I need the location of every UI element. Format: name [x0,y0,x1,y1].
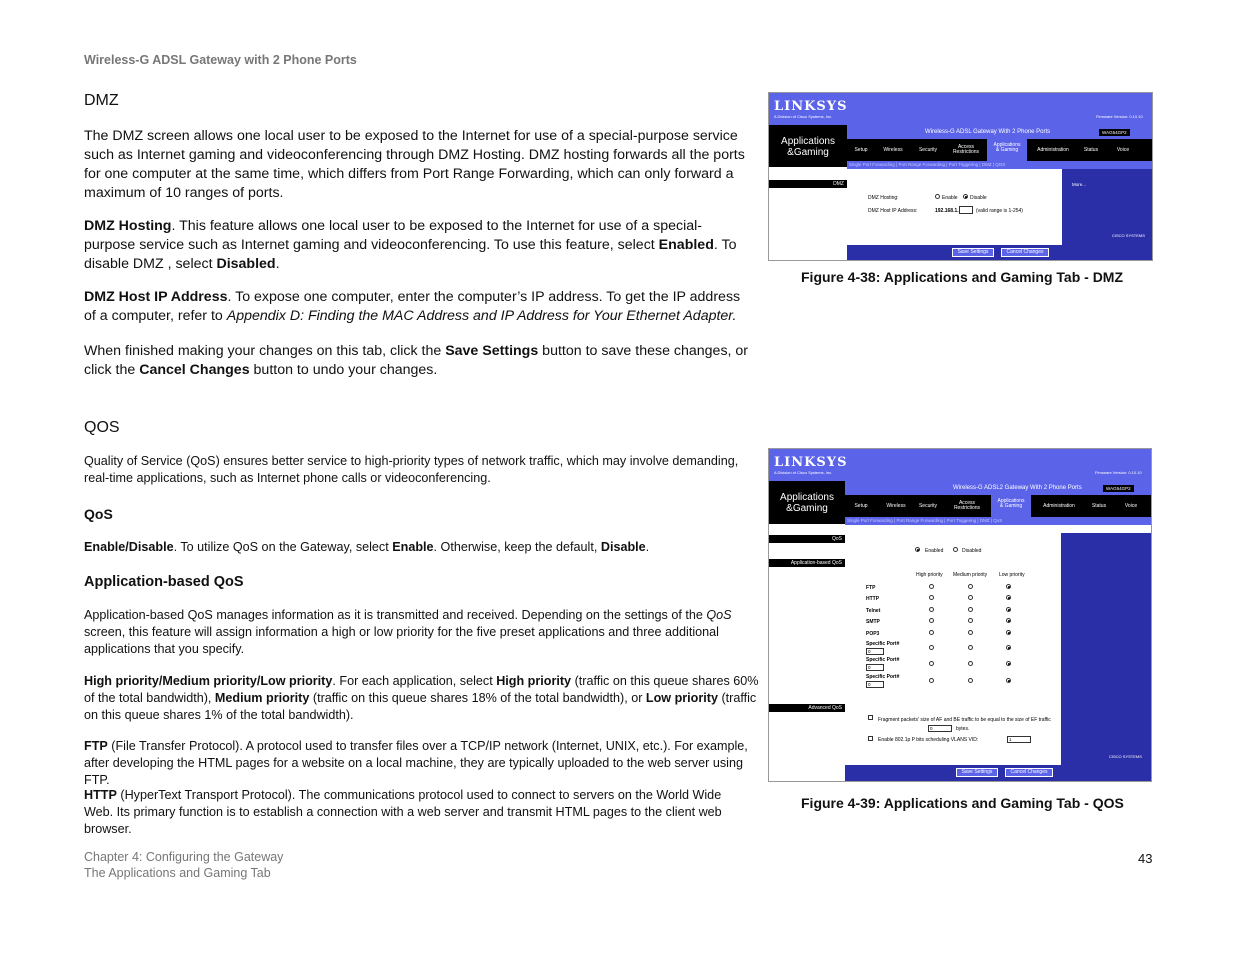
enable-radio[interactable] [935,194,940,199]
fragment-label: Fragment packets' size of AF and BE traffic to be equal to the size of EF traffic [878,717,1051,723]
figure-39-caption: Figure 4-39: Applications and Gaming Tab - QOS [801,795,1124,811]
priority-paragraph [84,673,759,724]
dmz-finish-text-3: button to undo your changes. [249,362,438,378]
qos-enable-word: Enable [392,540,434,554]
firmware-version: Firmware Version: 0.10.10 [1096,114,1143,119]
ftp-low-radio[interactable] [1006,584,1011,589]
nav-setup[interactable]: Setup [854,503,868,509]
main-nav [847,139,1152,161]
app-qos-subheading: Application-based QoS [84,574,244,590]
pop3-low-radio[interactable] [1006,630,1011,635]
vlan-vid-input[interactable]: 1 [1007,736,1031,743]
dmz-hosting-text: . This feature allows one local user to be exposed to the Internet for use of a special-purpose service such as Internet gaming and videoconferencing. To use this feature, select [84,218,702,253]
ftp-term: FTP [84,739,108,753]
pop3-high-radio[interactable] [929,630,934,635]
qos-disabled-label: Disabled [962,548,982,554]
http-text: (HyperText Transport Protocol). The communications protocol used to connect to servers on the World Wide Web. Its primary function is to establish a connection with a web server and transmit HTML pages to the client web browser. [84,788,722,836]
section-title: Applications &Gaming [781,136,835,158]
port2-medium-radio[interactable] [968,661,973,666]
footer-section: The Applications and Gaming Tab [84,866,271,880]
model-number: WAG54GP2 [1099,129,1130,136]
col-low-header: Low priority [999,572,1025,578]
app-ftp-label: FTP [866,585,876,591]
app-qos-left-label: Application-based QoS [769,559,845,567]
http-term: HTTP [84,788,117,802]
nav-security[interactable]: Security [918,147,938,153]
dmz-hostip-paragraph [84,288,744,326]
dmz-left-label: DMZ [769,180,847,188]
nav-access-restrictions[interactable]: Access Restrictions [952,144,980,155]
host-ip-input[interactable] [959,206,973,214]
app-http-label: HTTP [866,596,880,602]
qos-disabled-radio[interactable] [953,547,958,552]
smtp-medium-radio[interactable] [968,618,973,623]
specific-port-2-input[interactable]: 0 [866,664,884,671]
qos-enable-text: . To utilize QoS on the Gateway, select [173,540,393,554]
port2-low-radio[interactable] [1006,661,1011,666]
http-high-radio[interactable] [929,595,934,600]
product-bar [847,125,1152,139]
model-number: WAG54GP2 [1103,485,1134,492]
qos-screenshot [768,448,1152,782]
disable-radio[interactable] [963,194,968,199]
qos-enable-text-3: . [645,540,650,554]
vlan-label: Enable 802.1p P bits scheduling VLANS VID: [878,737,979,743]
qos-enabled-radio[interactable] [915,547,920,552]
linksys-logo: LINKSYS [774,455,848,470]
port3-medium-radio[interactable] [968,678,973,683]
col-high-header: High priority [916,572,943,578]
cancel-changes-button[interactable]: Cancel Changes [1001,248,1049,257]
priority-text: . For each application, select [332,674,497,688]
qos-heading: QOS [84,419,120,436]
http-low-radio[interactable] [1006,595,1011,600]
sub-nav[interactable]: Single Port Forwarding | Port Range Forwarding | Port Triggering | DMZ | QOS [847,161,1152,169]
dmz-hosting-label: DMZ Hosting: [868,195,899,201]
priority-text-4: (traffic on this queue shares 1% of the total bandwidth). [84,691,757,722]
nav-setup[interactable]: Setup [854,147,868,153]
footer-chapter: Chapter 4: Configuring the Gateway [84,850,284,864]
dmz-hostip-reference: Appendix D: Finding the MAC Address and IP Address for Your Ethernet Adapter. [226,308,737,324]
button-bar [847,245,1152,260]
ip-prefix: 192.168.1. [935,208,959,214]
vlan-checkbox[interactable] [868,736,873,741]
priority-term: High priority/Medium priority/Low priority [84,674,333,688]
dmz-hosting-text-2: . To disable DMZ , select [84,237,737,272]
dmz-hosting-paragraph [84,217,744,274]
specific-port-2-label: Specific Port# [866,657,900,663]
app-telnet-label: Telnet [866,608,881,614]
save-settings-button[interactable]: Save Settings [952,248,994,257]
dmz-finish-paragraph [84,342,759,380]
fragment-size-input[interactable]: 0 [928,725,952,732]
cisco-logo: CISCO SYSTEMS [1109,754,1142,759]
fragment-checkbox[interactable] [868,715,873,720]
dmz-heading: DMZ [84,92,119,109]
priority-high: High priority [496,674,572,688]
qos-intro: Quality of Service (QoS) ensures better service to high-priority types of network traffic, which may involve demanding, real-time applications, such as Internet phone calls or videoconferencing. [84,454,739,485]
port1-low-radio[interactable] [1006,645,1011,650]
qos-disable-word: Disable [600,540,646,554]
app-smtp-label: SMTP [866,619,880,625]
dmz-hosting-disabled: Disabled [216,256,276,272]
http-paragraph [84,787,749,838]
specific-port-3-input[interactable]: 0 [866,681,884,688]
nav-applications-gaming[interactable]: Applications & Gaming [987,139,1027,161]
ftp-high-radio[interactable] [929,584,934,589]
product-bar [845,481,1151,495]
specific-port-3-label: Specific Port# [866,674,900,680]
dmz-intro: The DMZ screen allows one local user to be exposed to the Internet for use of a special-purpose service such as Internet gaming and videoconferencing through DMZ Hosting. DMZ hosting forwards all the ports for one computer at the same time, which differs from Port Range Forwarding, which can only forward a maximum of 10 ranges of ports. [84,128,745,201]
nav-status[interactable]: Status [1083,147,1099,153]
nav-administration[interactable]: Administration [1043,503,1075,509]
qos-enable-paragraph [84,539,754,556]
fragment-unit: bytes. [956,726,970,732]
dmz-hostip-text: . To expose one computer, enter the computer’s IP address. To get the IP address of a computer, refer to [84,289,741,324]
qos-subheading: QoS [84,506,113,522]
ftp-medium-radio[interactable] [968,584,973,589]
qos-enabled-label: Enabled [925,548,944,554]
dmz-screenshot [768,92,1153,261]
product-name: Wireless-G ADSL2 Gateway With 2 Phone Ports [953,485,1082,491]
qos-enable-text-2: . Otherwise, keep the default, [433,540,601,554]
enable-label: Enable [942,195,958,201]
pop3-medium-radio[interactable] [968,630,973,635]
dmz-hostip-term: DMZ Host IP Address [84,289,228,305]
smtp-high-radio[interactable] [929,618,934,623]
tagline: A Division of Cisco Systems, Inc. [774,114,833,119]
main-nav [845,495,1151,517]
sub-nav[interactable]: Single Port Forwarding | Port Range Forwarding | Port Triggering | DMZ | QoS [845,517,1151,525]
tagline: A Division of Cisco Systems, Inc. [774,470,833,475]
dmz-hosting-text-3: . [275,256,280,272]
dmz-finish-text: When finished making your changes on this tab, click the [84,343,446,359]
dmz-hosting-enabled: Enabled [658,237,714,253]
dmz-finish-text-2: button to save these changes, or click the [84,343,749,378]
port3-low-radio[interactable] [1006,678,1011,683]
col-medium-header: Medium priority [953,572,988,578]
app-pop3-label: POP3 [866,631,880,637]
firmware-version: Firmware Version: 0.10.10 [1095,470,1142,475]
port1-medium-radio[interactable] [968,645,973,650]
figure-38-caption: Figure 4-38: Applications and Gaming Tab - DMZ [801,269,1124,285]
http-medium-radio[interactable] [968,595,973,600]
nav-administration[interactable]: Administration [1037,147,1069,153]
priority-medium: Medium priority [214,691,310,705]
nav-voice[interactable]: Voice [1124,503,1138,509]
nav-status[interactable]: Status [1091,503,1107,509]
qos-enable-term: Enable/Disable [84,540,174,554]
running-header: Wireless-G ADSL Gateway with 2 Phone Ports [84,53,357,67]
ftp-paragraph [84,738,749,789]
cisco-logo: CISCO SYSTEMS [1112,233,1145,238]
telnet-medium-radio[interactable] [968,607,973,612]
specific-port-1-input[interactable]: 0 [866,648,884,655]
priority-text-2: (traffic on this queue shares 60% of the total bandwidth), [84,674,759,705]
product-name: Wireless-G ADSL Gateway With 2 Phone Ports [925,129,1051,135]
nav-wireless[interactable]: Wireless [886,503,906,509]
ftp-text: (File Transfer Protocol). A protocol used to transfer files over a TCP/IP network (Internet, UNIX, etc.). For example, after developing the HTML pages for a website on a local machine, they are typically uploaded to the web server using FTP. [84,739,748,787]
nav-security[interactable]: Security [918,503,938,509]
more-link[interactable]: More... [1072,182,1087,187]
port1-high-radio[interactable] [929,645,934,650]
app-qos-text-2: screen, this feature will assign information a high or low priority for the five preset applications and three additional applications that you specify. [84,625,719,656]
app-qos-text: Application-based QoS manages information as it is transmitted and received. Depending on the settings of the [84,608,707,622]
save-settings-button[interactable]: Save Settings [956,768,998,777]
app-qos-paragraph [84,607,759,658]
dmz-hosting-term: DMZ Hosting [84,218,172,234]
cancel-changes-button[interactable]: Cancel Changes [1005,768,1053,777]
nav-access-restrictions[interactable]: Access Restrictions [953,500,981,511]
disable-label: Disable [970,195,987,201]
smtp-low-radio[interactable] [1006,618,1011,623]
port2-high-radio[interactable] [929,661,934,666]
section-title: Applications &Gaming [780,492,834,514]
nav-wireless[interactable]: Wireless [883,147,903,153]
host-ip-label: DMZ Host IP Address: [868,208,918,214]
nav-applications-gaming[interactable]: Applications & Gaming [991,495,1031,517]
help-column [1061,533,1151,765]
port3-high-radio[interactable] [929,678,934,683]
telnet-low-radio[interactable] [1006,607,1011,612]
dmz-finish-cancel: Cancel Changes [139,362,250,378]
telnet-high-radio[interactable] [929,607,934,612]
page-number: 43 [1138,851,1153,866]
priority-low: Low priority [645,691,718,705]
app-qos-ref: QoS [706,608,732,622]
button-bar [845,765,1151,781]
adv-qos-left-label: Advanced QoS [769,704,845,712]
specific-port-1-label: Specific Port# [866,641,900,647]
priority-text-3: (traffic on this queue shares 18% of the total bandwidth), or [309,691,646,705]
dmz-finish-save: Save Settings [445,343,539,359]
nav-voice[interactable]: Voice [1116,147,1130,153]
qos-left-label: QoS [769,535,845,543]
linksys-logo: LINKSYS [774,99,848,114]
ip-range-note: (valid range is 1-254) [976,208,1023,214]
